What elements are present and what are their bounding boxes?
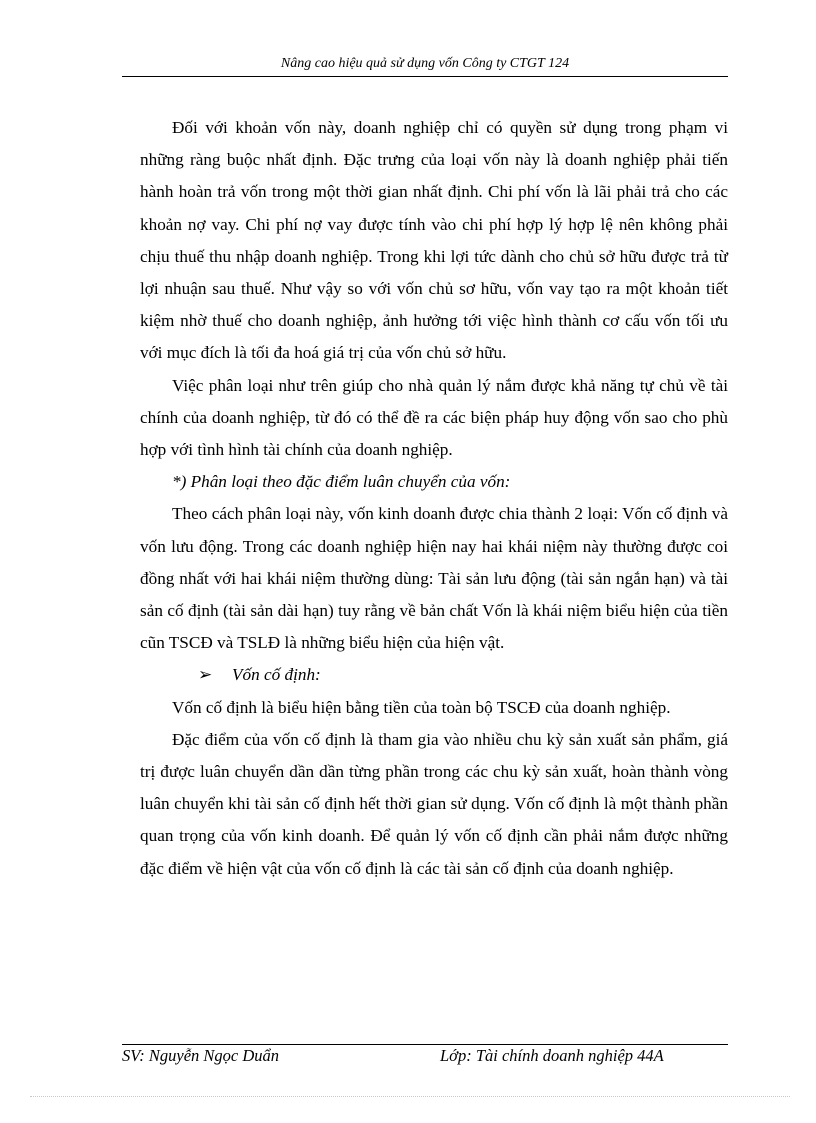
arrow-bullet-icon: ➢ [198, 665, 213, 685]
paragraph-classification-benefit: Việc phân loại như trên giúp cho nhà quản lý nắm được khả năng tự chủ về tài chính của doanh nghiệp, từ đó có thể đề ra các biện pháp huy động vốn sao cho phù hợp với tình hình tài chính của doanh nghiệp. [140, 375, 728, 460]
document-body [140, 112, 728, 885]
page-edge-line [30, 1096, 790, 1097]
bullet-heading-text: Vốn cố định: [232, 665, 321, 685]
paragraph-debt-capital: Đối với khoản vốn này, doanh nghiệp chỉ có quyền sử dụng trong phạm vi những ràng buộc nhất định. Đặc trưng của loại vốn này là doanh nghiệp phải tiến hành hoàn trả vốn trong một thời gian nhất định. Chi phí vốn là lãi phải trả cho các khoản nợ vay. Chi phí nợ vay được tính vào chi phí hợp lý hợp lệ nên không phải chịu thuế thu nhập doanh nghiệp. Trong khi lợi tức dành cho chủ sở hữu được trả từ lợi nhuận sau thuế. Như vậy so với vốn chủ sơ hữu, vốn vay tạo ra một khoản tiết kiệm nhờ thuế cho doanh nghiệp, ảnh hưởng tới việc hình thành cơ cấu vốn tối ưu với mục đích là tối đa hoá giá trị của vốn chủ sở hữu. [140, 118, 728, 363]
paragraph-fixed-capital-definition: Vốn cố định là biểu hiện bằng tiền của toàn bộ TSCĐ của doanh nghiệp. [172, 697, 671, 717]
paragraph-circulation-types: Theo cách phân loại này, vốn kinh doanh được chia thành 2 loại: Vốn cố định và vốn lưu động. Trong các doanh nghiệp hiện nay hai khái niệm này thường được coi đồng nhất với hai khái niệm thường dùng: Tài sản lưu động (tài sản ngắn hạn) và tài sản cố định (tài sản dài hạn) tuy rằng về bản chất Vốn là khái niệm biểu hiện của tiền cũn TSCĐ và TSLĐ là những biểu hiện của hiện vật. [140, 504, 728, 653]
bullet-heading-fixed-capital [140, 659, 728, 691]
section-heading-circulation: *) Phân loại theo đặc điểm luân chuyển của vốn: [172, 472, 511, 492]
header-divider [122, 76, 728, 77]
footer-class-name: Lớp: Tài chính doanh nghiệp 44A [440, 1046, 664, 1065]
footer-divider [122, 1044, 728, 1045]
footer-student-name: SV: Nguyễn Ngọc Duẩn [122, 1046, 280, 1065]
page-header-title: Nâng cao hiệu quả sử dụng vốn Công ty CTGT 124 [280, 56, 570, 71]
paragraph-fixed-capital-features: Đặc điểm của vốn cố định là tham gia vào nhiều chu kỳ sản xuất sản phẩm, giá trị được luân chuyển dần dần từng phần trong các chu kỳ sản xuất, hoàn thành vòng luân chuyển khi tài sản cố định hết thời gian sử dụng. Vốn cố định là một thành phần quan trọng của vốn kinh doanh. Để quản lý vốn cố định cần phải nắm được những đặc điểm về hiện vật của vốn cố định là các tài sản cố định của doanh nghiệp. [140, 729, 728, 878]
